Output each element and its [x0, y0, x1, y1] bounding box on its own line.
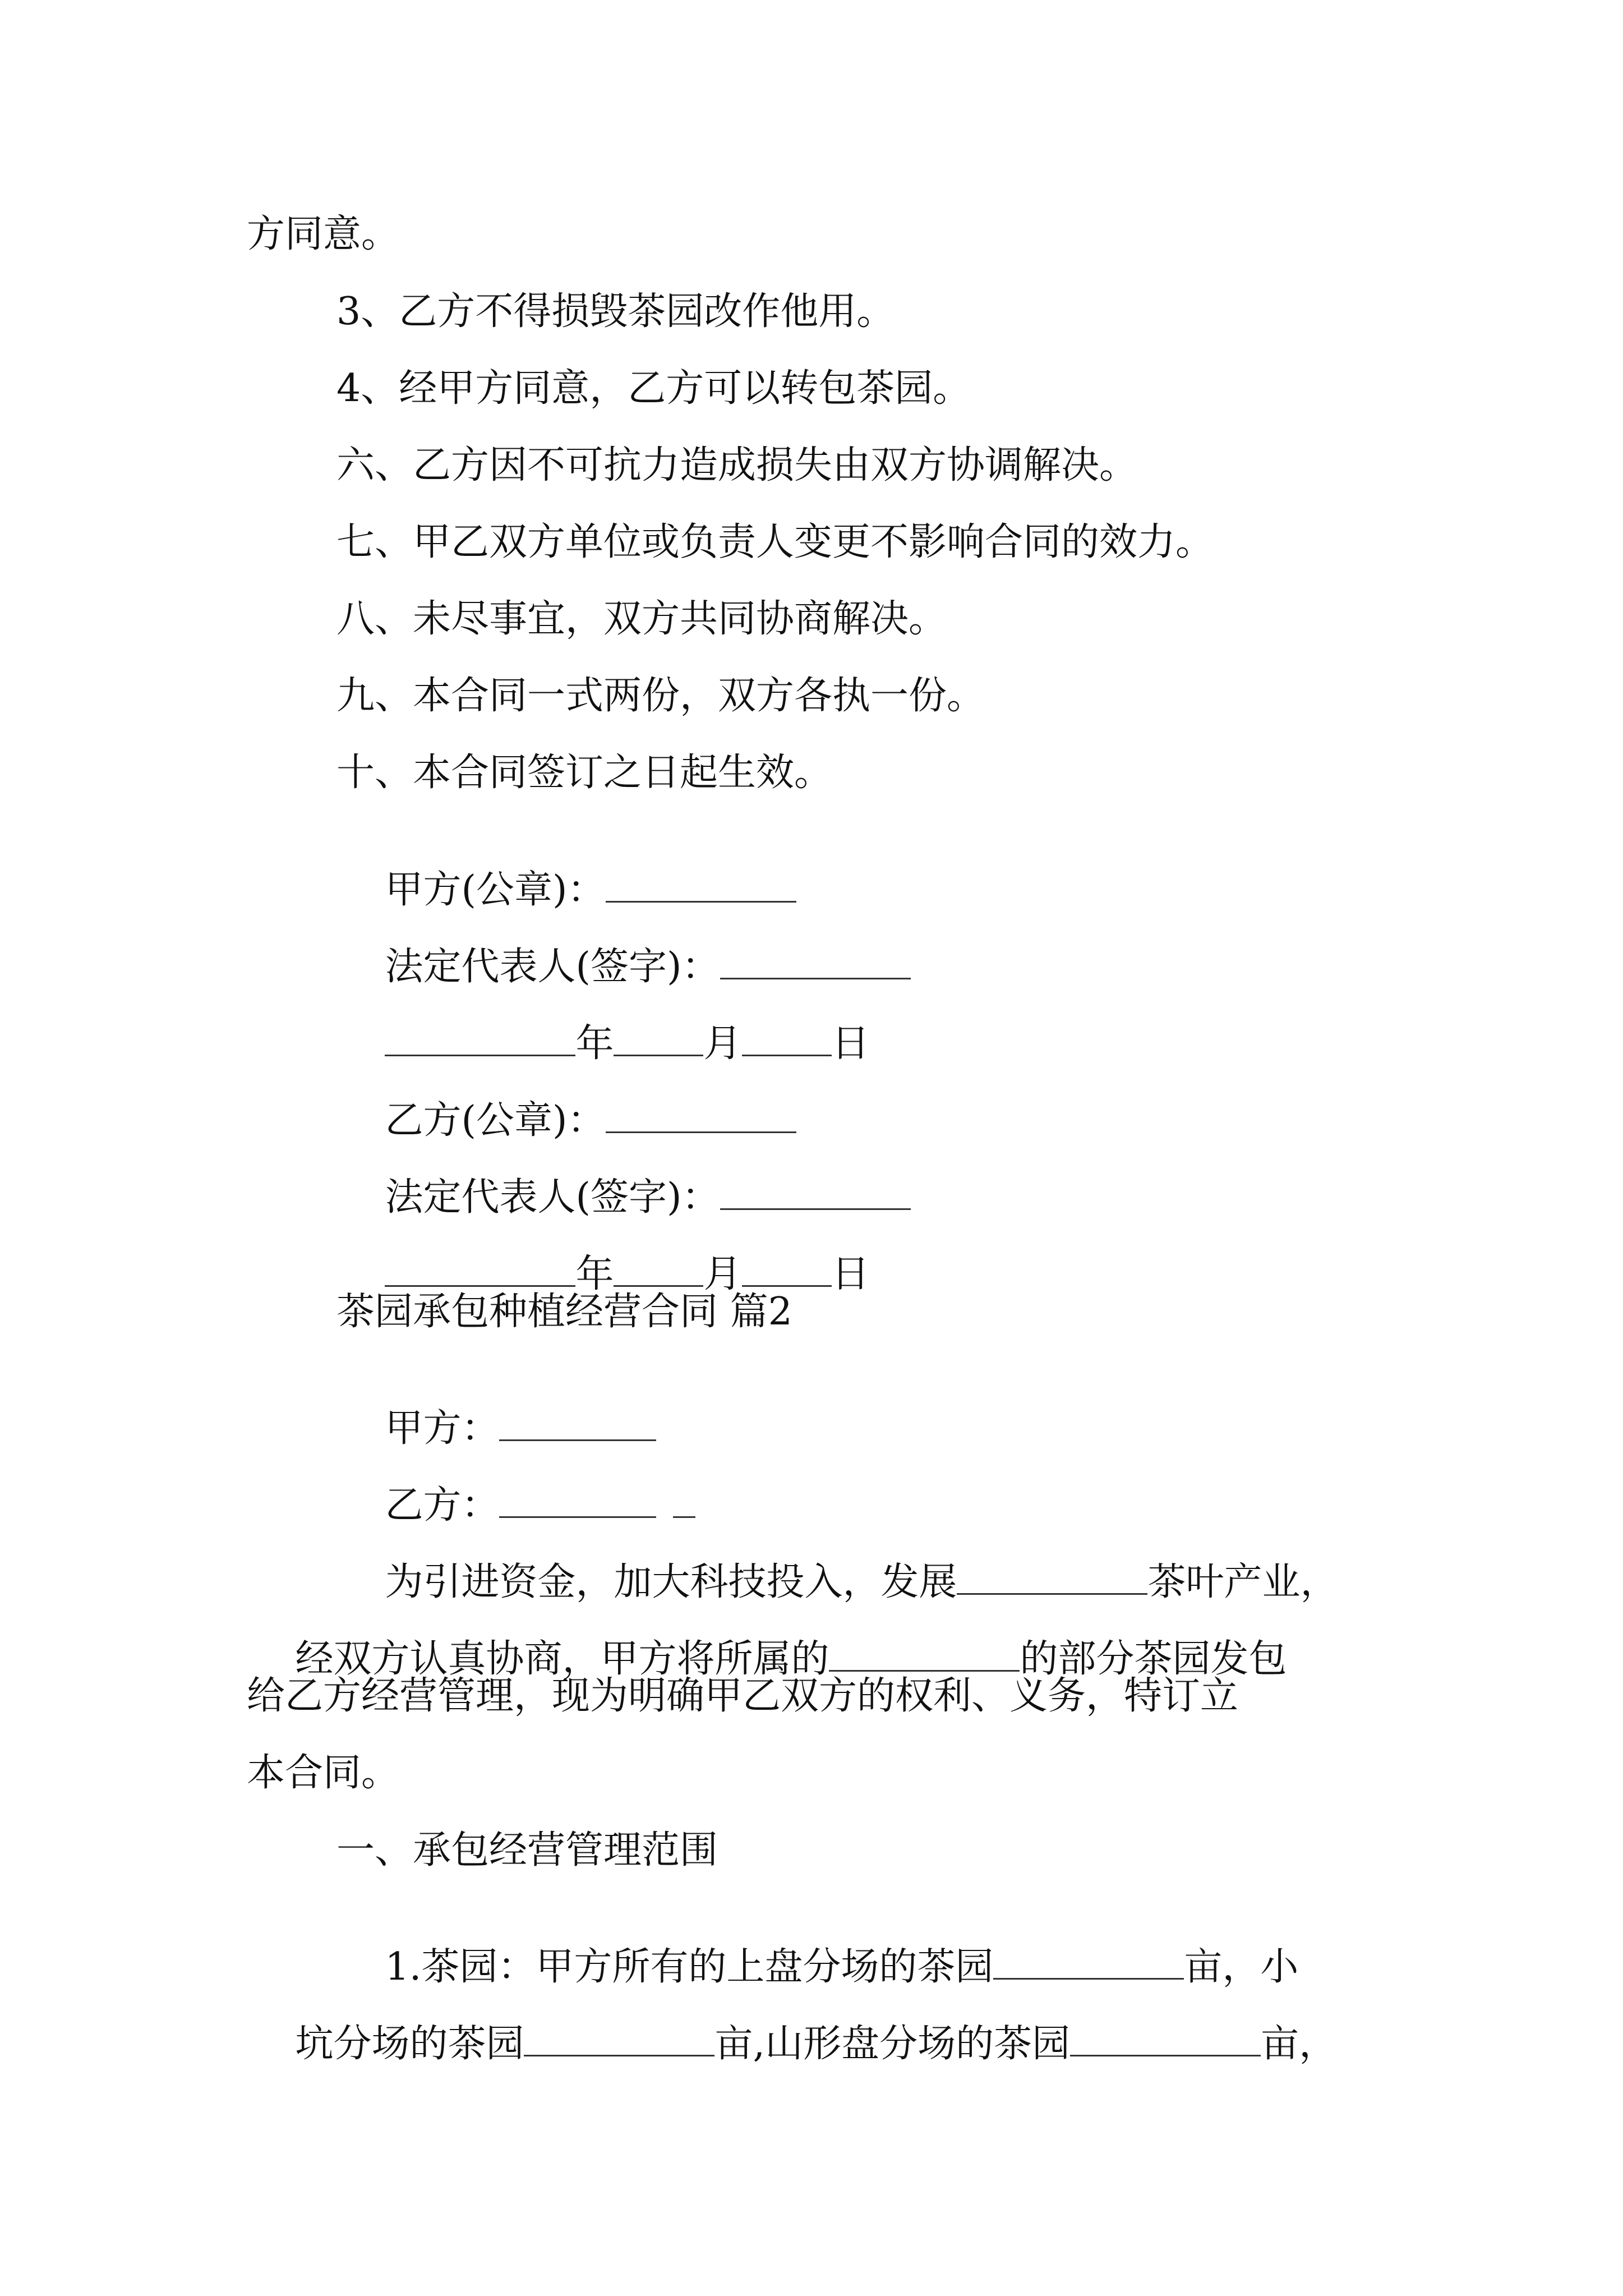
paragraph-text: 为引进资金，加大科技投入，发展 — [385, 1560, 957, 1604]
paragraph-text: 茶叶产业， — [1147, 1560, 1339, 1604]
blank-field[interactable] — [606, 1100, 796, 1133]
party-a-seal-label: 甲方(公章)： — [385, 868, 606, 912]
party-a-rep-label: 法定代表人(签字)： — [385, 945, 720, 989]
blank-field[interactable] — [614, 1254, 703, 1287]
clause-4: 4、经甲方同意，乙方可以转包茶园。 — [336, 366, 971, 411]
clause-six: 六、乙方因不可抗力造成损失由双方协调解决。 — [336, 443, 1138, 487]
paragraph-line: 本合同。 — [247, 1751, 400, 1795]
clause-nine: 九、本合同一式两份，双方各执一份。 — [336, 674, 985, 718]
blank-field[interactable] — [742, 1254, 832, 1287]
clause-eight: 八、未尽事宜，双方共同协商解决。 — [336, 597, 947, 641]
blank-field[interactable] — [606, 869, 796, 903]
party-b-label: 乙方： — [385, 1483, 500, 1527]
section-title: 茶园承包种植经营合同 篇2 — [336, 1290, 792, 1334]
date-day-label: 日 — [831, 1022, 870, 1066]
paragraph-line: 给乙方经营管理，现为明确甲乙双方的权利、义务，特订立 — [247, 1674, 1239, 1718]
date-year-label: 年 — [575, 1252, 614, 1296]
clause-ten: 十、本合同签订之日起生效。 — [336, 751, 833, 795]
blank-field[interactable] — [957, 1562, 1147, 1595]
clause-seven: 七、甲乙双方单位或负责人变更不影响合同的效力。 — [336, 520, 1214, 564]
blank-field[interactable] — [385, 1023, 575, 1056]
blank-field[interactable] — [385, 1254, 575, 1287]
date-month-label: 月 — [703, 1022, 742, 1066]
paragraph-text: 亩,山形盘分场的茶园 — [714, 2022, 1071, 2066]
text-line: 方同意。 — [247, 212, 400, 256]
blank-field[interactable] — [720, 1177, 911, 1210]
date-month-label: 月 — [703, 1252, 742, 1296]
blank-field[interactable] — [673, 1485, 695, 1518]
date-day-label: 日 — [831, 1252, 870, 1296]
paragraph-text: 坑分场的茶园 — [295, 2022, 524, 2066]
section-heading: 一、承包经营管理范围 — [336, 1828, 718, 1872]
party-b-rep-label: 法定代表人(签字)： — [385, 1175, 720, 1220]
paragraph-text: 亩， — [1261, 2022, 1338, 2066]
party-a-label: 甲方： — [385, 1406, 500, 1451]
blank-field[interactable] — [742, 1023, 832, 1056]
paragraph-text: 亩，小 — [1184, 1945, 1299, 1989]
paragraph-text: 的部分茶园发包 — [1020, 1637, 1287, 1681]
blank-field[interactable] — [499, 1485, 656, 1518]
blank-field[interactable] — [829, 1639, 1020, 1672]
blank-field[interactable] — [524, 2023, 714, 2056]
paragraph-line — [247, 1985, 1391, 2101]
clause-3: 3、乙方不得损毁茶园改作他用。 — [336, 289, 895, 334]
blank-field[interactable] — [720, 946, 911, 979]
blank-field[interactable] — [1070, 2023, 1261, 2056]
party-b-seal-label: 乙方(公章)： — [385, 1098, 606, 1143]
paragraph-text: 经双方认真协商，甲方将所属的 — [295, 1637, 829, 1681]
blank-field[interactable] — [614, 1023, 703, 1056]
paragraph-text: 1.茶园：甲方所有的上盘分场的茶园 — [385, 1945, 994, 1989]
blank-field[interactable] — [993, 1947, 1184, 1980]
blank-field[interactable] — [499, 1408, 656, 1441]
date-year-label: 年 — [575, 1022, 614, 1066]
